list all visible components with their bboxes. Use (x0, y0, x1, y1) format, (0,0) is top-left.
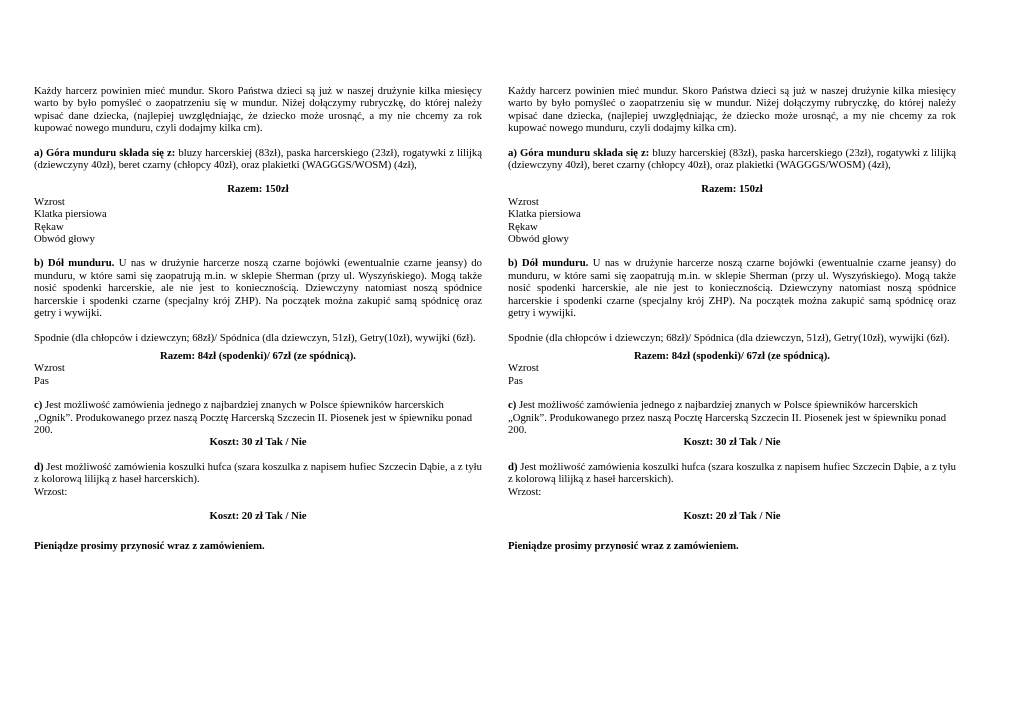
section-b-text: U nas w drużynie harcerze noszą czarne bojówki (ewentualnie czarne jeansy) do munduru, w które sami się zaopatrują m.in. w sklepie Sherman (przy ul. Wyszyńskiego). Mogą także nosić spodenki harcerskie, ale nie jest to koniecznością. Dziewczyny natomiast noszą spódnice harcerskie i spodenki czarne (specjalny krój ZHP). Na początek można zakupić samą spódnicę oraz getry i wywijki. (34, 257, 482, 320)
right-column (508, 85, 956, 553)
section-b-prices: Spodnie (dla chłopców i dziewczyn; 68zł)/ Spódnica (dla dziewczyn, 51zł), Getry(10zł), wywijki (6zł). (508, 331, 950, 344)
section-b-total: Razem: 84zł (spodenki)/ 67zł (ze spódnicą). (634, 349, 830, 362)
field-height: Wzrost (508, 195, 539, 208)
section-d-text: Jest możliwość zamówienia koszulki hufca (szara koszulka z napisem hufiec Szczecin Dąbie, a z tyłu z kolorową lilijką z haseł harcerskich). (34, 460, 482, 486)
intro-paragraph: Każdy harcerz powinien mieć mundur. Skoro Państwa dzieci są już w naszej drużynie kilka miesięcy warto by było pomyśleć o zaopatrzeniu się w mundur. Niżej dołączymy rubryczkę, do której należy wpisać dane dziecka, (najlepiej uwzględniając, że dziecko może urosnąć, a my nie chcemy za rok kupować nowego munduru, czyli dodajmy kilka cm). (508, 85, 956, 135)
section-d-label: d) (34, 460, 44, 473)
section-d-text: Jest możliwość zamówienia koszulki hufca (szara koszulka z napisem hufiec Szczecin Dąbie, a z tyłu z kolorową lilijką z haseł harcerskich). (508, 460, 956, 486)
field-height-b: Wzrost (34, 362, 65, 375)
field-waist: Pas (508, 374, 523, 387)
section-a-total: Razem: 150zł (701, 183, 763, 196)
section-a-paragraph (508, 147, 956, 172)
section-d-field: Wrzost: (34, 485, 68, 498)
section-d-field: Wrzost: (508, 485, 542, 498)
section-a-label: a) Góra munduru składa się z: (34, 146, 176, 159)
section-c-text: Jest możliwość zamówienia jednego z najbardziej znanych w Polsce śpiewników harcerskich „Ognik”. Produkowanego przez naszą Pocztę Harcerską Szczecin II. Piosenek jest w śpiewniku ponad 200. (34, 399, 473, 436)
closing-note: Pieniądze prosimy przynosić wraz z zamówieniem. (508, 540, 739, 553)
field-waist: Pas (34, 374, 49, 387)
section-b-label: b) Dół munduru. (34, 257, 115, 270)
section-a-text: bluzy harcerskiej (83zł), paska harcerskiego (23zł), rogatywki z lilijką (dziewczyny 40zł), beret czarny (chłopcy 40zł), oraz plakietki (WAGGGS/WOSM) (4zł), (508, 146, 956, 172)
section-a-total: Razem: 150zł (227, 183, 289, 196)
field-chest: Klatka piersiowa (508, 208, 581, 221)
section-b-prices: Spodnie (dla chłopców i dziewczyn; 68zł)/ Spódnica (dla dziewczyn, 51zł), Getry(10zł), wywijki (6zł). (34, 331, 476, 344)
intro-paragraph: Każdy harcerz powinien mieć mundur. Skoro Państwa dzieci są już w naszej drużynie kilka miesięcy warto by było pomyśleć o zaopatrzeniu się w mundur. Niżej dołączymy rubryczkę, do której należy wpisać dane dziecka, (najlepiej uwzględniając, że dziecko może urosnąć, a my nie chcemy za rok kupować nowego munduru, czyli dodajmy kilka cm). (34, 85, 482, 135)
section-c-cost: Koszt: 30 zł Tak / Nie (683, 436, 781, 449)
section-d-paragraph (34, 461, 482, 486)
field-sleeve: Rękaw (34, 220, 64, 233)
section-c-paragraph (34, 399, 482, 436)
section-b-paragraph (34, 257, 482, 319)
section-c-paragraph (508, 399, 956, 436)
section-d-cost: Koszt: 20 zł Tak / Nie (209, 509, 307, 522)
section-a-text: bluzy harcerskiej (83zł), paska harcerskiego (23zł), rogatywki z lilijką (dziewczyny 40zł), beret czarny (chłopcy 40zł), oraz plakietki (WAGGGS/WOSM) (4zł), (34, 146, 482, 172)
field-chest: Klatka piersiowa (34, 208, 107, 221)
section-c-text: Jest możliwość zamówienia jednego z najbardziej znanych w Polsce śpiewników harcerskich „Ognik”. Produkowanego przez naszą Pocztę Harcerską Szczecin II. Piosenek jest w śpiewniku ponad 200. (508, 399, 947, 436)
field-height-b: Wzrost (508, 362, 539, 375)
field-head: Obwód głowy (508, 233, 569, 246)
section-a-label: a) Góra munduru składa się z: (508, 146, 650, 159)
section-c-label: c) (34, 399, 43, 412)
field-head: Obwód głowy (34, 233, 95, 246)
section-d-paragraph (508, 461, 956, 486)
field-sleeve: Rękaw (508, 220, 538, 233)
section-b-total: Razem: 84zł (spodenki)/ 67zł (ze spódnicą). (160, 349, 356, 362)
section-b-text: U nas w drużynie harcerze noszą czarne bojówki (ewentualnie czarne jeansy) do munduru, w które sami się zaopatrują m.in. w sklepie Sherman (przy ul. Wyszyńskiego). Mogą także nosić spodenki harcerskie, ale nie jest to koniecznością. Dziewczyny natomiast noszą spódnice harcerskie i spodenki czarne (specjalny krój ZHP). Na początek można zakupić samą spódnicę oraz getry i wywijki. (508, 257, 956, 320)
closing-note: Pieniądze prosimy przynosić wraz z zamówieniem. (34, 540, 265, 553)
section-c-cost: Koszt: 30 zł Tak / Nie (209, 436, 307, 449)
section-b-label: b) Dół munduru. (508, 257, 589, 270)
section-d-cost: Koszt: 20 zł Tak / Nie (683, 509, 781, 522)
field-height: Wzrost (34, 195, 65, 208)
section-d-label: d) (508, 460, 518, 473)
left-column (34, 85, 482, 553)
section-b-paragraph (508, 257, 956, 319)
section-a-paragraph (34, 147, 482, 172)
section-c-label: c) (508, 399, 517, 412)
